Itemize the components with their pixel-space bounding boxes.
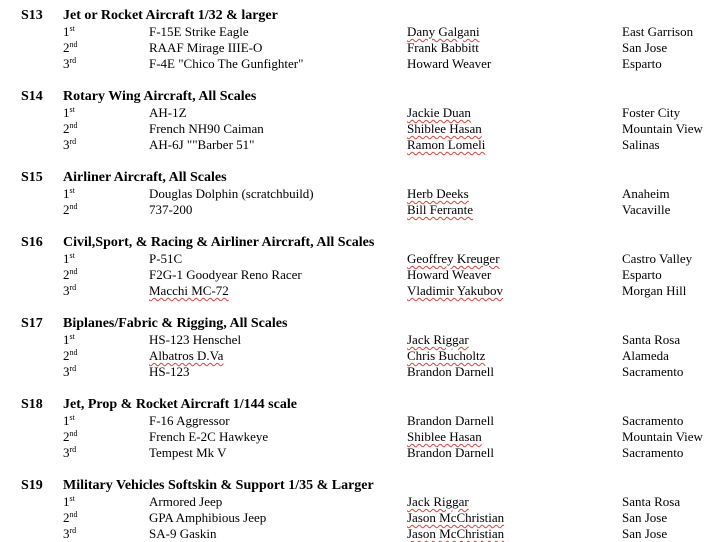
- place-label: 3rd: [63, 283, 77, 298]
- entrant-city: Salinas: [622, 137, 660, 152]
- entrant-city: San Jose: [622, 510, 668, 525]
- place-label: 1st: [63, 413, 75, 428]
- entrant-city: Sacramento: [622, 445, 684, 460]
- entrant-city: Mountain View: [622, 121, 703, 136]
- category-code: S16: [21, 235, 43, 250]
- entrant-city: Castro Valley: [622, 251, 693, 266]
- model-name: Tempest Mk V: [149, 445, 227, 460]
- place-label: 3rd: [63, 56, 77, 71]
- place-label: 3rd: [63, 364, 77, 379]
- model-name: GPA Amphibious Jeep: [149, 510, 267, 525]
- model-name: HS-123: [149, 364, 190, 379]
- entrant-name: Ramon Lomeli: [407, 137, 486, 152]
- model-name: F-15E Strike Eagle: [149, 24, 249, 39]
- category-title: Biplanes/Fabric & Rigging, All Scales: [63, 316, 288, 331]
- place-label: 1st: [63, 105, 75, 120]
- entrant-city: Santa Rosa: [622, 494, 681, 509]
- entrant-name: Jack Riggar: [407, 494, 469, 509]
- entrant-city: Anaheim: [622, 186, 670, 201]
- entrant-city: Morgan Hill: [622, 283, 687, 298]
- entrant-city: Sacramento: [622, 413, 684, 428]
- model-name: 737-200: [149, 202, 193, 217]
- entrant-name: Dany Galgani: [407, 24, 480, 39]
- category-title: Airliner Aircraft, All Scales: [63, 170, 227, 185]
- entrant-name: Herb Deeks: [407, 186, 469, 201]
- entrant-city: Vacaville: [622, 202, 671, 217]
- category-title: Rotary Wing Aircraft, All Scales: [63, 89, 257, 104]
- place-label: 3rd: [63, 445, 77, 460]
- place-label: 1st: [63, 251, 75, 266]
- model-name: French E-2C Hawkeye: [149, 429, 269, 444]
- category-code: S13: [21, 8, 43, 23]
- place-label: 2nd: [63, 40, 78, 55]
- entrant-city: Sacramento: [622, 364, 684, 379]
- entrant-name: Shiblee Hasan: [407, 121, 482, 136]
- entrant-name: Brandon Darnell: [407, 445, 495, 460]
- model-name: Albatros D.Va: [149, 348, 224, 363]
- place-label: 2nd: [63, 348, 78, 363]
- entrant-name: Jason McChristian: [407, 526, 505, 541]
- model-name: French NH90 Caiman: [149, 121, 264, 136]
- category-title: Military Vehicles Softskin & Support 1/35 & Larger: [63, 478, 374, 493]
- entrant-name: Jason McChristian: [407, 510, 505, 525]
- place-label: 1st: [63, 332, 75, 347]
- place-label: 2nd: [63, 429, 78, 444]
- entrant-city: Alameda: [622, 348, 669, 363]
- model-name: P-51C: [149, 251, 183, 266]
- category-code: S17: [21, 316, 43, 331]
- entrant-name: Jackie Duan: [407, 105, 471, 120]
- entrant-name: Jack Riggar: [407, 332, 469, 347]
- entrant-name: Vladimir Yakubov: [407, 283, 504, 298]
- entrant-name: Brandon Darnell: [407, 413, 495, 428]
- entrant-city: East Garrison: [622, 24, 694, 39]
- model-name: F2G-1 Goodyear Reno Racer: [149, 267, 302, 282]
- place-label: 3rd: [63, 526, 77, 541]
- place-label: 1st: [63, 494, 75, 509]
- entrant-name: Howard Weaver: [407, 267, 492, 282]
- entrant-city: San Jose: [622, 40, 668, 55]
- model-name: SA-9 Gaskin: [149, 526, 217, 541]
- category-code: S18: [21, 397, 43, 412]
- entrant-name: Brandon Darnell: [407, 364, 495, 379]
- place-label: 1st: [63, 24, 75, 39]
- place-label: 2nd: [63, 267, 78, 282]
- place-label: 1st: [63, 186, 75, 201]
- model-name: F-4E "Chico The Gunfighter": [149, 56, 304, 71]
- place-label: 2nd: [63, 202, 78, 217]
- model-name: Armored Jeep: [149, 494, 223, 509]
- category-code: S19: [21, 478, 43, 493]
- entrant-name: Shiblee Hasan: [407, 429, 482, 444]
- model-name: HS-123 Henschel: [149, 332, 242, 347]
- place-label: 2nd: [63, 510, 78, 525]
- entrant-city: Mountain View: [622, 429, 703, 444]
- model-name: Macchi MC-72: [149, 283, 229, 298]
- entrant-city: Esparto: [622, 56, 662, 71]
- entrant-city: Santa Rosa: [622, 332, 681, 347]
- place-label: 2nd: [63, 121, 78, 136]
- category-title: Civil,Sport, & Racing & Airliner Aircraft, All Scales: [63, 235, 375, 250]
- model-name: RAAF Mirage IIIE-O: [149, 40, 263, 55]
- entrant-name: Geoffrey Kreuger: [407, 251, 500, 266]
- model-name: AH-1Z: [149, 105, 187, 120]
- entrant-name: Howard Weaver: [407, 56, 492, 71]
- model-name: Douglas Dolphin (scratchbuild): [149, 186, 314, 201]
- model-name: AH-6J ""Barber 51": [149, 137, 255, 152]
- entrant-name: Frank Babbitt: [407, 40, 479, 55]
- entrant-city: Foster City: [622, 105, 681, 120]
- category-title: Jet, Prop & Rocket Aircraft 1/144 scale: [63, 397, 297, 412]
- entrant-city: San Jose: [622, 526, 668, 541]
- entrant-name: Bill Ferrante: [407, 202, 474, 217]
- category-code: S15: [21, 170, 43, 185]
- category-code: S14: [21, 89, 43, 104]
- entrant-city: Esparto: [622, 267, 662, 282]
- place-label: 3rd: [63, 137, 77, 152]
- entrant-name: Chris Bucholtz: [407, 348, 486, 363]
- model-name: F-16 Aggressor: [149, 413, 230, 428]
- category-title: Jet or Rocket Aircraft 1/32 & larger: [63, 8, 278, 23]
